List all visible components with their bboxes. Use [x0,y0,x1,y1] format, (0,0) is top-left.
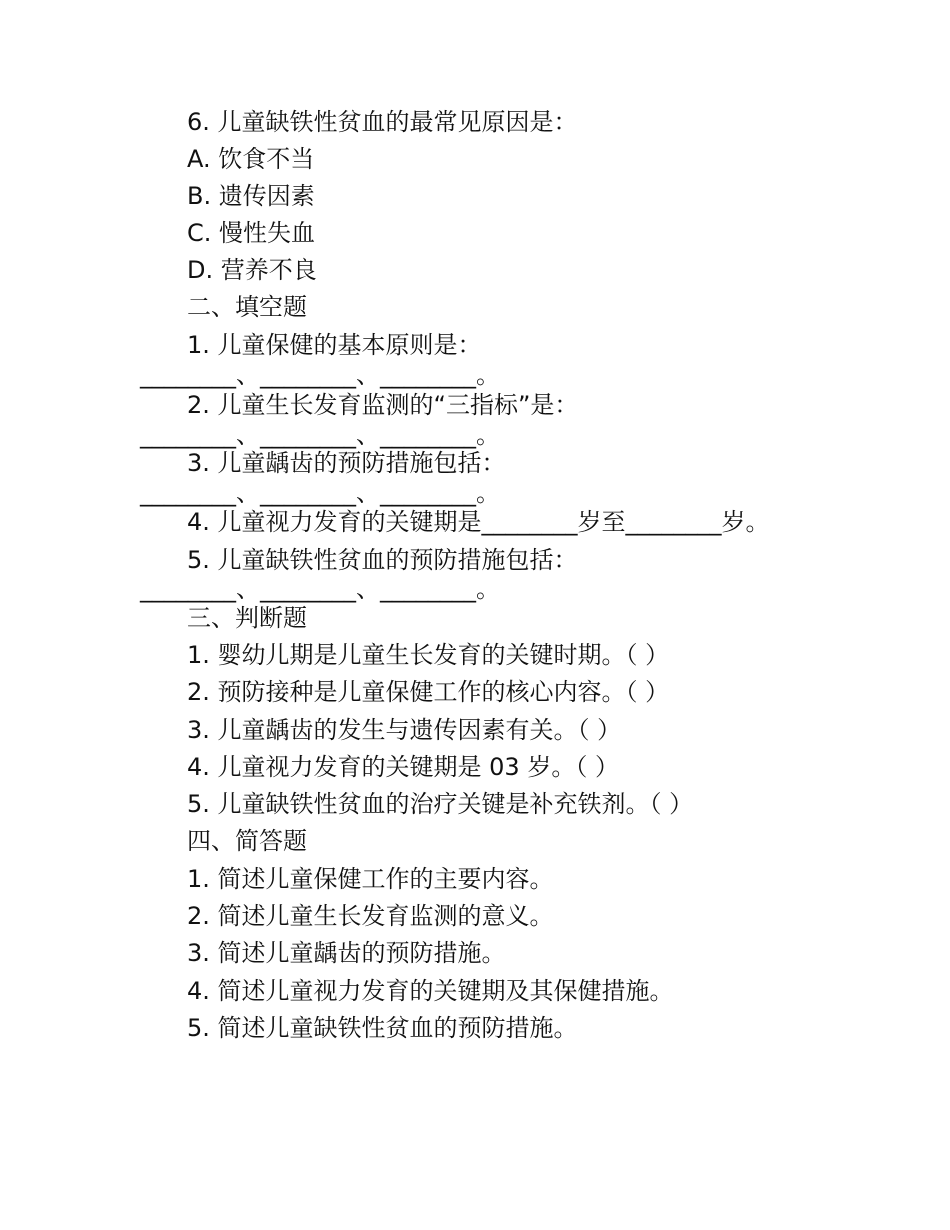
judge-question-3: 3. 儿童龋齿的发生与遗传因素有关。（ ） [187,716,622,744]
judge-question-4: 4. 儿童视力发育的关键期是 03 岁。（ ） [187,753,619,781]
short-answer-5: 5. 简述儿童缺铁性贫血的预防措施。 [187,1014,578,1042]
section-heading-fill-in: 二、填空题 [187,293,307,321]
judge-question-1: 1. 婴幼儿期是儿童生长发育的关键时期。（ ） [187,641,670,669]
option-d: D. 营养不良 [187,256,317,284]
fill-question-4: 4. 儿童视力发育的关键期是________岁至________岁。 [187,508,770,536]
short-answer-4: 4. 简述儿童视力发育的关键期及其保健措施。 [187,977,674,1005]
section-heading-true-false: 三、判断题 [187,604,307,632]
short-answer-1: 1. 简述儿童保健工作的主要内容。 [187,865,554,893]
short-answer-3: 3. 简述儿童龋齿的预防措施。 [187,939,506,967]
fill-blanks-1: ________、________、________。 [140,361,500,389]
fill-blanks-2: ________、________、________。 [140,421,500,449]
short-answer-2: 2. 简述儿童生长发育监测的意义。 [187,902,554,930]
fill-question-5: 5. 儿童缺铁性贫血的预防措施包括： [187,546,578,574]
section-heading-short-answer: 四、简答题 [187,827,307,855]
judge-question-2: 2. 预防接种是儿童保健工作的核心内容。（ ） [187,678,670,706]
fill-blanks-3: ________、________、________。 [140,479,500,507]
fill-blanks-5: ________、________、________。 [140,575,500,603]
option-b: B. 遗传因素 [187,182,315,210]
fill-question-3: 3. 儿童龋齿的预防措施包括： [187,449,506,477]
fill-question-2: 2. 儿童生长发育监测的“三指标”是： [187,391,579,419]
option-c: C. 慢性失血 [187,219,316,247]
judge-question-5: 5. 儿童缺铁性贫血的治疗关键是补充铁剂。（ ） [187,790,694,818]
question-6-stem: 6. 儿童缺铁性贫血的最常见原因是： [187,108,578,136]
option-a: A. 饮食不当 [187,145,315,173]
fill-question-1: 1. 儿童保健的基本原则是： [187,331,482,359]
